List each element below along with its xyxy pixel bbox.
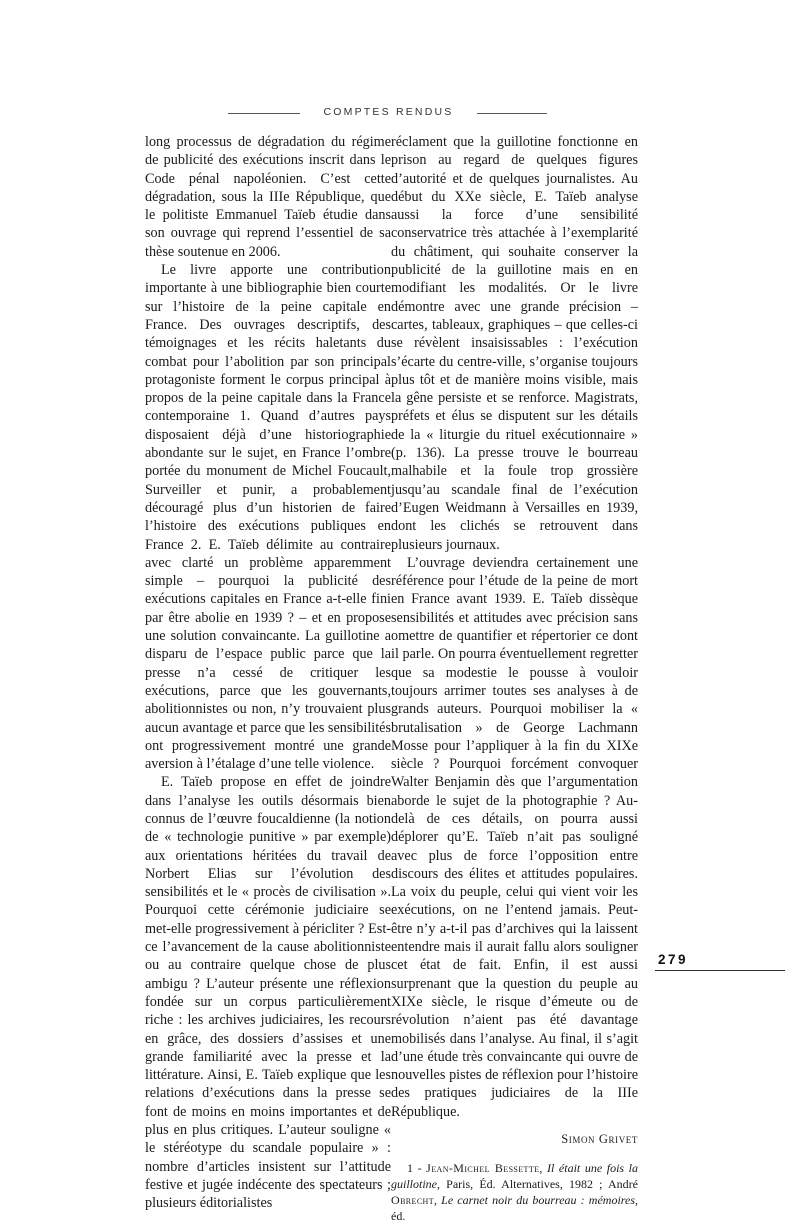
footnote-title-2: Le carnet noir du bourreau : mémoires	[441, 1192, 635, 1207]
left-paragraph-1: long processus de dégradation du régime de publicité des exécutions inscrit dans le Code pénal napoléonien. C’est cette dégradation, sous la IIIe République, que le politiste Emmanuel Taïeb étudie dans son ouvrage qui reprend l’essentiel de sa thèse soutenue en 2006.	[145, 134, 391, 260]
footnote-1	[391, 1161, 638, 1224]
footnote-details-1: , Paris, Éd. Alternatives, 1982 ; André	[437, 1177, 638, 1192]
page-number-rule	[655, 970, 785, 971]
reviewer-signature: Simon Grivet	[561, 1132, 638, 1147]
footnote-separator-2: ,	[434, 1192, 442, 1207]
left-paragraph-2: Le livre apporte une contribution importante à une bibliographie bien courte sur l’histoire de la peine capitale en France. Des ouvrages descriptifs, des témoignages et les récits haletants du combat pour l’abolition par son principal protagoniste forment le corpus principal à propos de la peine capitale dans la France contemporaine 1. Quand d’autres pays disposaient déjà d’une historiographie abondante sur le sujet, en France l’ombre portée du monument de Michel Foucault, Surveiller et punir, a probablement découragé plus d’un historien de faire l’histoire des exécutions publiques en France 2. E. Taïeb délimite au contraire avec clarté un problème apparemment simple – pourquoi la publicité des exécutions capitales en France a-t-elle fini par être abolie en 1939 ? – et en propose une solution convaincante. La guillotine a disparu de l’espace public parce que la presse n’a cessé de critiquer les exécutions, parce que les gouvernants, abolitionnistes ou non, n’y trouvaient plus aucun avantage et parce que les sensibilités ont progressivement montré une grande aversion à l’étalage d’une telle violence.	[145, 262, 391, 773]
footnote-separator-1: ,	[539, 1161, 548, 1176]
right-column	[391, 133, 638, 1225]
right-paragraph-1: réclament que la guillotine fonctionne en prison au regard de quelques figures d’autorité et de quelques journalistes. Au début du XXe siècle, E. Taïeb analyse aussi la force d’une sensibilité conservatrice très attachée à l’exemplarité du châtiment, qui souhaite conserver la publicité de la guillotine mais en en modifiant les modalités. Or le livre démontre avec une grande précision – cartes, tableaux, graphiques – que celles-ci se révèlent insaisissables : l’exécution s’écarte du centre-ville, s’organise toujours plus tôt et de manière moins visible, mais la gêne persiste et se renforce. Magistrats, préfets et élus se disputent sur les détails de la « liturgie du rituel exécutionnaire » (p. 136). La presse trouve le bourreau malhabile et la foule trop grossière jusqu’au scandale final de l’exécution d’Eugen Weidmann à Versailles en 1939, dont les clichés se retrouvent dans plusieurs journaux.	[391, 134, 638, 553]
left-column	[145, 133, 391, 1213]
header-title: COMPTES RENDUS	[323, 106, 454, 118]
header-rule-right	[477, 113, 547, 114]
footnote-title-1: Il était une fois la guillotine	[391, 1161, 639, 1192]
footnote-author-1: Jean-Michel Bessette	[426, 1161, 540, 1176]
running-header	[0, 104, 800, 124]
footnote-author-2: Obrecht	[391, 1192, 435, 1207]
footnote-marker: 1 -	[407, 1161, 427, 1176]
page-number: 279	[658, 952, 689, 967]
header-rule-left	[228, 113, 300, 114]
footnote-details-2: , éd.	[391, 1192, 638, 1223]
right-paragraph-2: L’ouvrage deviendra certainement une référence pour l’étude de la peine de mort en France avant 1939. E. Taïeb dissèque sensibilités et attitudes avec précision sans omettre de quantifier et répertorier ce dont il parle. On pourra éventuellement regretter que sa modestie le pousse à vouloir toujours arrimer toutes ses analyses à de grands auteurs. Pourquoi mobiliser la « brutalisation » de George Lachmann Mosse pour l’appliquer à la fin du XIXe siècle ? Pourquoi forcément convoquer Walter Benjamin dès que l’argumentation aborde le sujet de la photographie ? Au-delà de ces détails, on pourra aussi déplorer qu’E. Taïeb n’ait pas souligné avec plus de force l’opposition entre discours des élites et attitudes populaires. La voix du peuple, celui qui vient voir les exécutions, on ne l’entend jamais. Peut-être n’y a-t-il pas d’archives qui la laissent entendre mais il aurait fallu alors souligner cet état de fait. Enfin, il est aussi surprenant que la question du peuple au XIXe siècle, le risque d’émeute ou de révolution n’aient pas été davantage mobilisés dans l’analyse. Au final, il s’agit d’une étude très convaincante qui ouvre de nouvelles pistes de réflexion pour l’histoire des pratiques judiciaires de la IIIe République.	[391, 554, 638, 1120]
left-paragraph-3: E. Taïeb propose en effet de joindre dans l’analyse les outils désormais bien connus de l’œuvre foucaldienne (la notion de « technologie punitive » par exemple) aux orientations héritées du travail de Norbert Elias sur l’évolution des sensibilités et le « procès de civilisation ». Pourquoi cette cérémonie judiciaire se met-elle progressivement à péricliter ? Est-ce l’avancement de la cause abolitionniste ou au contraire quelque chose de plus ambigu ? L’auteur présente une réflexion fondée sur un corpus particulièrement riche : les archives judiciaires, les recours en grâce, des dossiers d’assises et une grande familiarité avec la presse et la littérature. Ainsi, E. Taïeb explique que les relations d’exécutions dans la presse se font de moins en moins importantes et de plus en plus critiques. L’auteur souligne « le stéréotype du scandale populaire » : nombre d’articles insistent sur l’attitude festive et jugée indécente des spectateurs ; plusieurs éditorialistes	[145, 774, 391, 1212]
